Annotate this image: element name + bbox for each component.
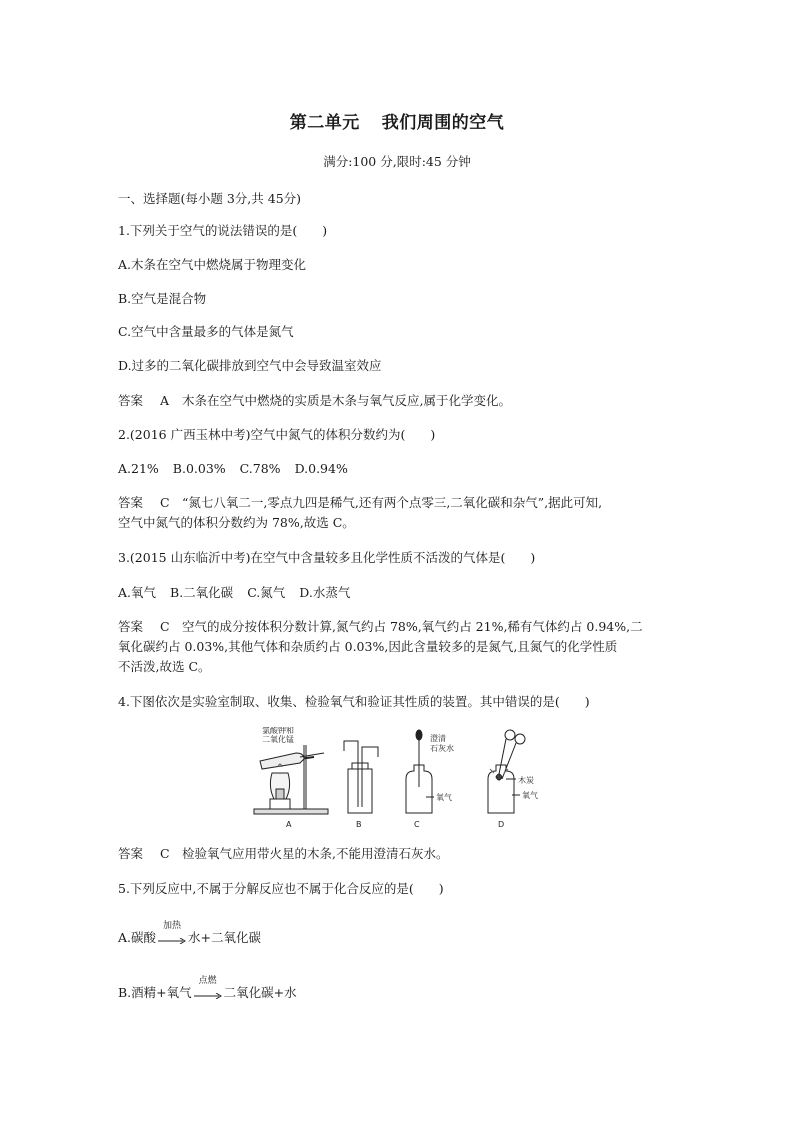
question-5-option-b [118,976,297,1001]
question-3-answer-line-3: 不活泼,故选 C。 [118,659,211,674]
label-a-reagent-top: 氯酸钾和 [262,727,294,735]
question-2-option-b: B.0.03% [172,461,226,476]
label-d-gas: 氧气 [522,791,538,800]
answer-label: 答案 [118,846,144,861]
label-c-gas: 氧气 [436,793,452,802]
question-3-option-a: A.氧气 [118,585,157,600]
question-2-option-a: A.21% [118,461,159,476]
question-5-option-a [118,921,261,946]
answer-letter: C [160,495,170,510]
label-a: A [286,820,292,829]
question-2-stem: 2.(2016 广西玉林中考)空气中氮气的体积分数约为( ) [118,427,436,442]
answer-explanation: “氮七八氧二一,零点九四是稀气,还有两个点零三,二氧化碳和杂气”,据此可知, [182,495,603,510]
question-3-options [118,584,364,602]
question-3-answer-line-2: 氧化碳约占 0.03%,其他气体和杂质约占 0.03%,因此含量较多的是氮气,且氮气的化学性质 [118,639,618,654]
answer-label: 答案 [118,495,144,510]
question-4-answer [118,845,448,863]
label-d: D [498,820,505,829]
question-4-stem: 4.下图依次是实验室制取、收集、检验氧气和验证其性质的装置。其中错误的是( ) [118,694,590,709]
reaction-a-products: 水+二氧化碳 [188,930,261,945]
reaction-a-reactants: A.碳酸 [118,930,157,945]
question-2-option-d: D.0.94% [294,461,348,476]
answer-letter: A [160,393,170,408]
question-2-answer-line-2: 空气中氮气的体积分数约为 78%,故选 C。 [118,515,355,530]
reaction-arrow [158,921,186,946]
label-c-reagent-bottom: 石灰水 [430,744,454,753]
label-c-reagent-top: 澄清 [430,734,446,743]
label-c: C [414,820,420,829]
question-2-answer-line-1 [118,494,602,512]
question-2-options [118,460,362,478]
answer-letter: C [160,619,170,634]
arrow-icon [158,938,186,944]
exam-info: 满分:100 分,限时:45 分钟 [323,154,471,169]
reaction-b-condition: 点燃 [198,976,217,986]
reaction-b-reactants: B.酒精+氧气 [118,985,192,1000]
question-3-answer-line-1 [118,618,643,636]
reaction-arrow [194,976,222,1001]
question-2-option-c: C.78% [239,461,281,476]
question-1-option-b: B.空气是混合物 [118,291,207,306]
label-a-reagent-bottom: 二氧化锰 [262,735,294,744]
answer-explanation: 空气的成分按体积分数计算,氮气约占 78%,氧气约占 21%,稀有气体约占 0.94%,二 [182,619,643,634]
question-3-option-b: B.二氧化碳 [170,585,234,600]
title-topic: 我们周围的空气 [381,113,505,133]
apparatus-c [406,730,454,829]
answer-letter: C [160,846,170,861]
answer-label: 答案 [118,393,144,408]
question-1-option-c: C.空气中含量最多的气体是氮气 [118,324,294,339]
question-1-option-d: D.过多的二氧化碳排放到空气中会导致温室效应 [118,358,382,373]
apparatus-b [344,741,378,829]
question-1-stem: 1.下列关于空气的说法错误的是( ) [118,223,328,238]
question-1-option-a: A.木条在空气中燃烧属于物理变化 [118,257,307,272]
lab-apparatus-figure [248,727,568,839]
page-title [0,108,794,133]
answer-explanation: 木条在空气中燃烧的实质是木条与氧气反应,属于化学变化。 [182,393,511,408]
label-d-charcoal: 木炭 [518,776,534,785]
question-3-option-d: D.水蒸气 [299,585,351,600]
question-1-answer [118,392,511,410]
arrow-icon [194,993,222,999]
reaction-a-condition: 加热 [163,921,182,931]
question-3-option-c: C.氮气 [247,585,286,600]
section-heading: 一、选择题(每小题 3分,共 45分) [118,191,302,206]
answer-label: 答案 [118,619,144,634]
question-5-stem: 5.下列反应中,不属于分解反应也不属于化合反应的是( ) [118,881,444,896]
label-b: B [356,820,362,829]
title-unit: 第二单元 [289,113,360,133]
question-3-stem: 3.(2015 山东临沂中考)在空气中含量较多且化学性质不活泼的气体是( ) [118,550,536,565]
answer-explanation: 检验氧气应用带火星的木条,不能用澄清石灰水。 [182,846,449,861]
apparatus-a [254,727,328,829]
reaction-b-products: 二氧化碳+水 [223,985,297,1000]
apparatus-d [488,730,538,829]
